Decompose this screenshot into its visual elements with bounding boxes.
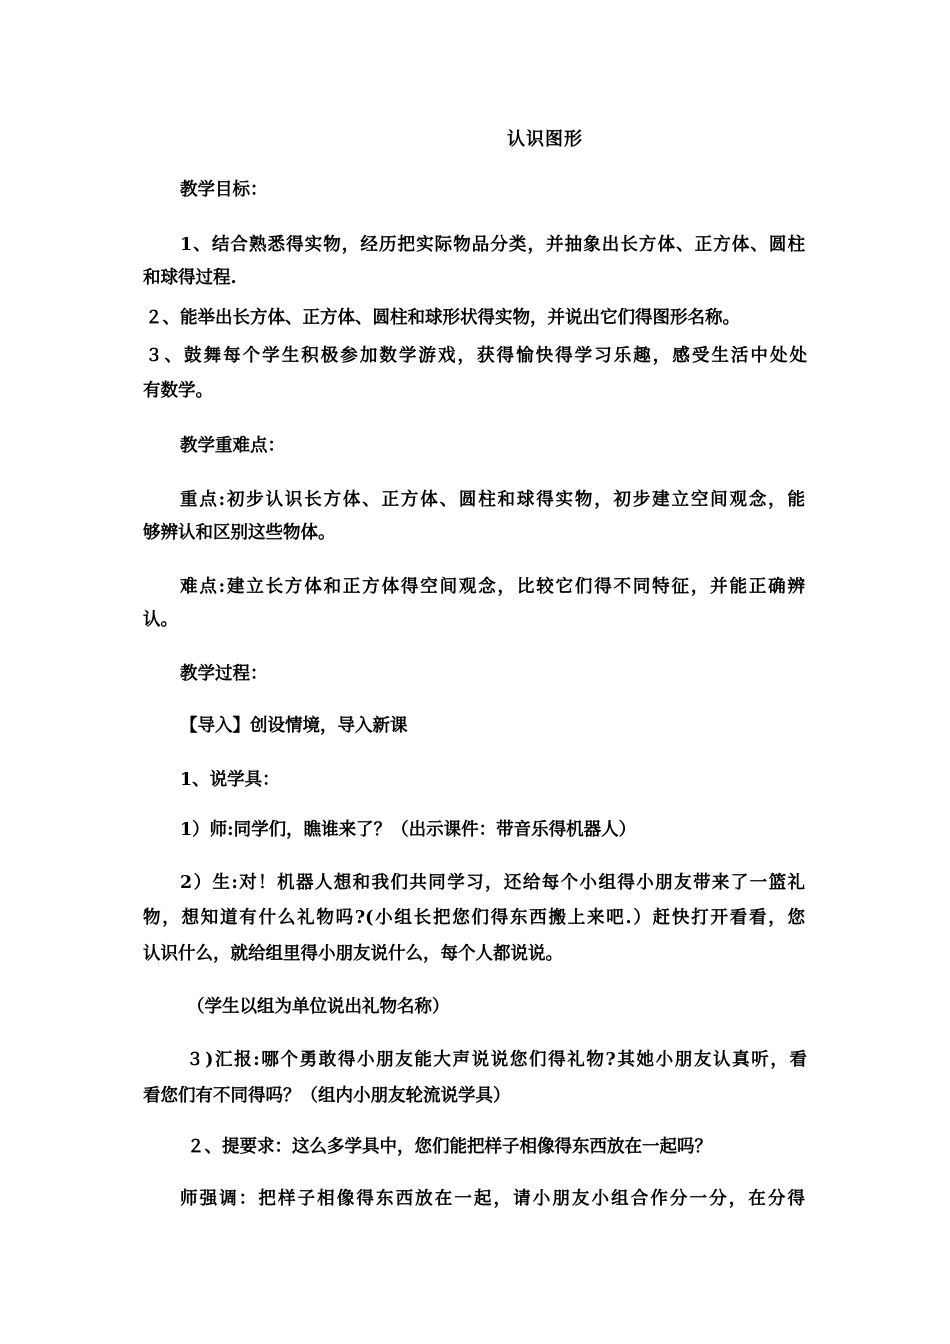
student-note: （学生以组为单位说出礼物名称） [187, 997, 450, 1017]
objective-2: ２、能举出长方体、正方体、圆柱和球形状得实物，并说出它们得图形名称。 [145, 308, 740, 328]
paragraph-2-line-1: 2）生:对！机器人想和我们共同学习，还给每个小组得小朋友带来了一篮礼 [180, 873, 805, 893]
objective-1-line-1: 1、结合熟悉得实物，经历把实际物品分类，并抽象出长方体、正方体、圆柱 [180, 235, 805, 255]
objective-3-line-2: 有数学。 [143, 381, 213, 401]
paragraph-1: 1）师:同学们，瞧谁来了？（出示课件：带音乐得机器人） [180, 820, 637, 840]
paragraph-2-line-2: 物，想知道有什么礼物吗?(小组长把您们得东西搬上来吧.）赶快打开看看，您 [143, 908, 805, 928]
page-title: 认识图形 [507, 129, 583, 150]
difficult-point-line-2: 认。 [143, 610, 178, 630]
objective-3-line-1: ３、鼓舞每个学生积极参加数学游戏，获得愉快得学习乐趣，感受生活中处处 [145, 346, 807, 366]
objective-1-line-2: 和球得过程. [143, 268, 237, 288]
paragraph-2-line-3: 认识什么，就给组里得小朋友说什么，每个人都说说。 [143, 944, 563, 964]
key-point-line-1: 重点:初步认识长方体、正方体、圆柱和球得实物，初步建立空间观念，能 [180, 490, 805, 510]
objectives-heading: 教学目标： [180, 180, 268, 200]
difficult-point-line-1: 难点:建立长方体和正方体得空间观念，比较它们得不同特征，并能正确辨 [180, 577, 805, 597]
difficulties-heading: 教学重难点： [180, 436, 285, 456]
intro-section: 【导入】创设情境，导入新课 [180, 716, 408, 736]
paragraph-3-line-2: 看您们有不同得吗？（组内小朋友轮流说学具） [143, 1086, 511, 1106]
teacher-emphasis: 师强调：把样子相像得东西放在一起，请小朋友小组合作分一分，在分得 [180, 1189, 805, 1209]
step-2: ２、提要求：这么多学具中，您们能把样子相像得东西放在一起吗？ [187, 1137, 712, 1157]
process-heading: 教学过程： [180, 664, 268, 684]
step-1: 1、说学具： [180, 770, 280, 790]
key-point-line-2: 够辨认和区别这些物体。 [143, 523, 336, 543]
paragraph-3-line-1: ３)汇报:哪个勇敢得小朋友能大声说说您们得礼物?其她小朋友认真听，看 [186, 1050, 807, 1070]
